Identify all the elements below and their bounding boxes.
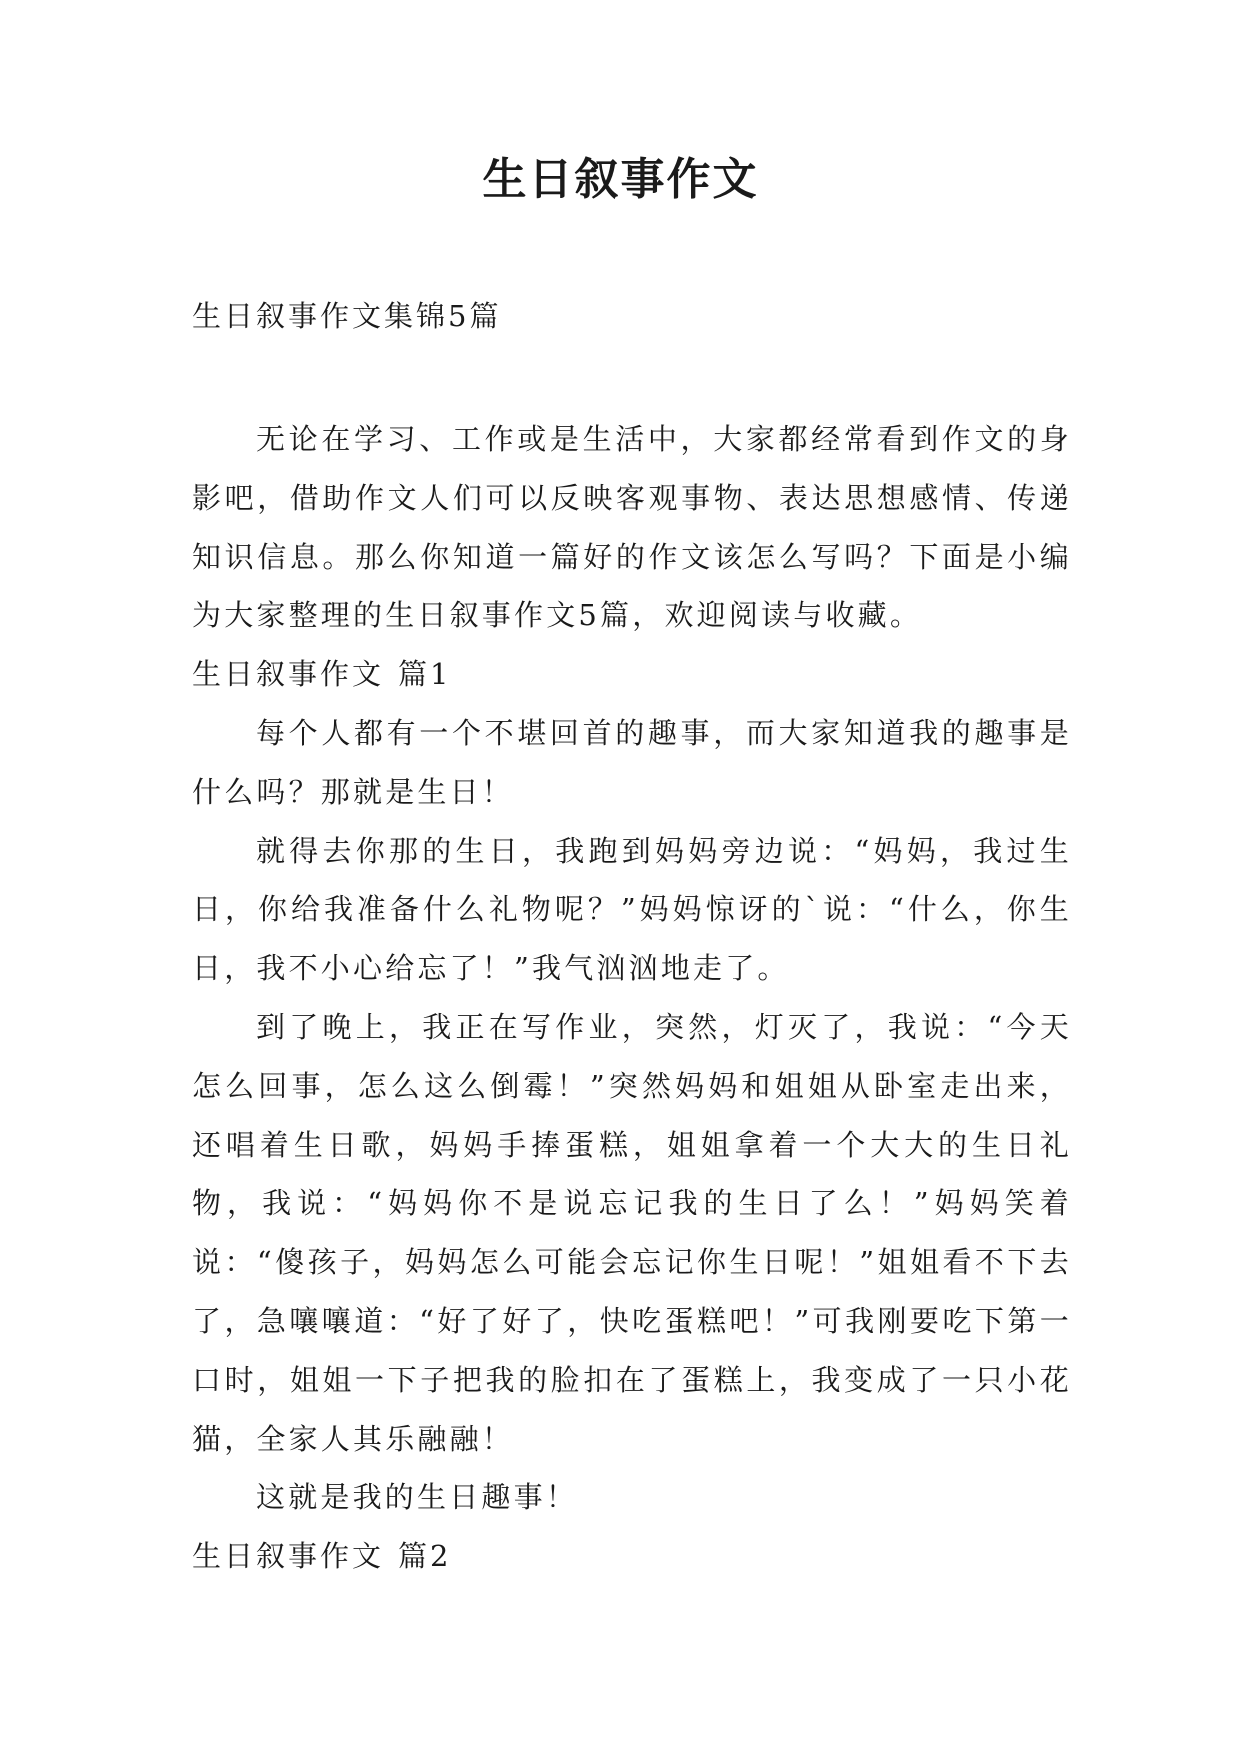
intro-paragraph: 无论在学习、工作或是生活中，大家都经常看到作文的身影吧，借助作文人们可以反映客观事物、表达思想感情、传递知识信息。那么你知道一篇好的作文该怎么写吗？下面是小编为大家整理的生日叙事作文5篇，欢迎阅读与收藏。 — [192, 422, 1072, 633]
paragraph: 就得去你那的生日，我跑到妈妈旁边说：“妈妈，我过生日，你给我准备什么礼物呢？”妈妈惊讶的`说：“什么，你生日，我不小心给忘了！”我气汹汹地走了。 — [192, 833, 1072, 986]
section-heading-2 — [192, 1527, 1072, 1586]
paragraph: 到了晚上，我正在写作业，突然，灯灭了，我说：“今天怎么回事，怎么这么倒霉！”突然妈妈和姐姐从卧室走出来，还唱着生日歌，妈妈手捧蛋糕，姐姐拿着一个大大的生日礼物，我说：“妈妈你不是说忘记我的生日了么！”妈妈笑着说：“傻孩子，妈妈怎么可能会忘记你生日呢！”姐姐看不下去了，急嚷嚷道：“好了好了，快吃蛋糕吧！”可我刚要吃下第一口时，姐姐一下子把我的脸扣在了蛋糕上，我变成了一只小花猫，全家人其乐融融！ — [192, 1009, 1072, 1456]
paragraph: 每个人都有一个不堪回首的趣事，而大家知道我的趣事是什么吗？那就是生日！ — [192, 715, 1072, 809]
document-subtitle: 生日叙事作文集锦5篇 — [192, 299, 502, 333]
section-heading-title: 生日叙事作文 — [192, 1539, 385, 1574]
section-heading-title: 生日叙事作文 — [192, 657, 385, 692]
document-body — [192, 410, 1072, 1586]
section-heading-1 — [192, 645, 1072, 704]
document-title: 生日叙事作文 — [482, 154, 759, 205]
section-heading-number: 篇1 — [398, 657, 452, 692]
paragraph: 这就是我的生日趣事！ — [256, 1480, 579, 1515]
section-heading-number: 篇2 — [398, 1539, 452, 1574]
